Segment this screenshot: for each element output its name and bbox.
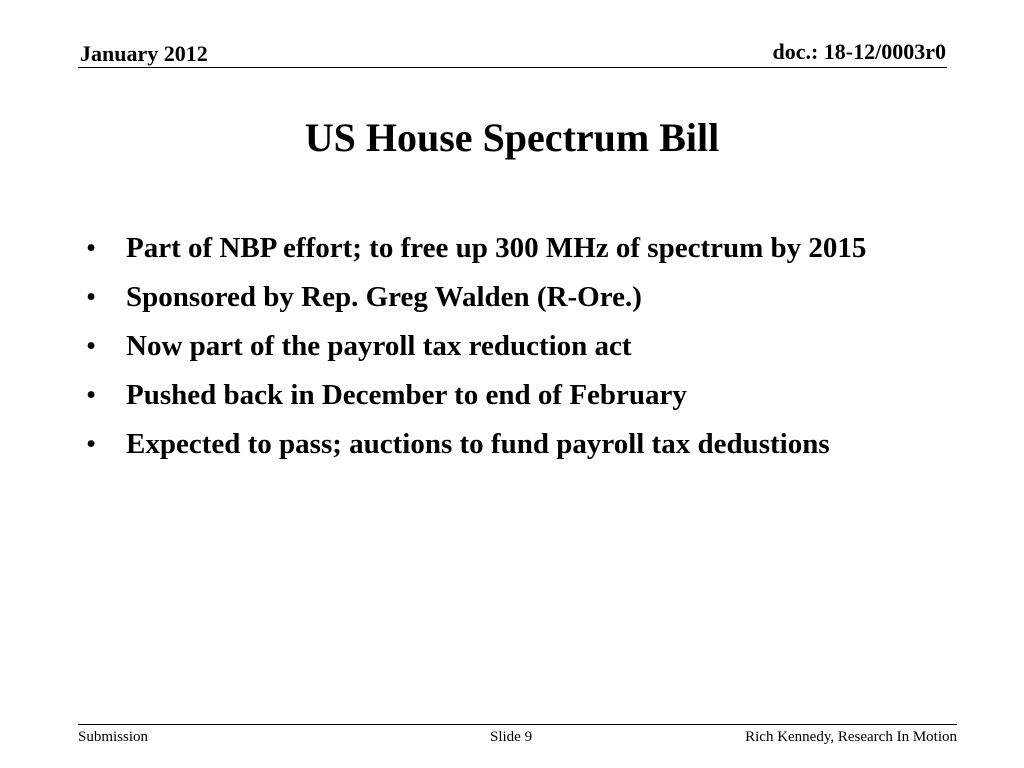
footer-submission: Submission: [78, 729, 149, 745]
bullet-marker: •: [86, 330, 97, 362]
footer-divider: [78, 724, 957, 725]
bullet-marker: •: [86, 281, 97, 313]
bullet-item: [86, 277, 946, 317]
bullet-item: [86, 326, 946, 366]
header-doc-id: doc.: 18-12/0003r0: [772, 39, 946, 64]
header-date: January 2012: [80, 41, 208, 66]
bullet-text: Pushed back in December to end of February: [126, 379, 687, 411]
bullet-list: [86, 228, 946, 473]
slide-title: US House Spectrum Bill: [304, 115, 720, 160]
bullet-item: [86, 424, 946, 464]
bullet-text: Now part of the payroll tax reduction act: [126, 330, 632, 362]
bullet-marker: •: [86, 379, 97, 411]
bullet-item: [86, 375, 946, 415]
bullet-text: Sponsored by Rep. Greg Walden (R-Ore.): [126, 281, 642, 313]
bullet-item: [86, 228, 946, 268]
bullet-text: Expected to pass; auctions to fund payroll tax dedustions: [126, 428, 830, 460]
bullet-marker: •: [86, 428, 97, 460]
header-divider: [78, 67, 947, 68]
footer-author: Rich Kennedy, Research In Motion: [745, 729, 957, 745]
bullet-marker: •: [86, 232, 97, 264]
bullet-text: Part of NBP effort; to free up 300 MHz of spectrum by 2015: [126, 232, 867, 264]
footer-slide-number: Slide 9: [490, 729, 533, 745]
